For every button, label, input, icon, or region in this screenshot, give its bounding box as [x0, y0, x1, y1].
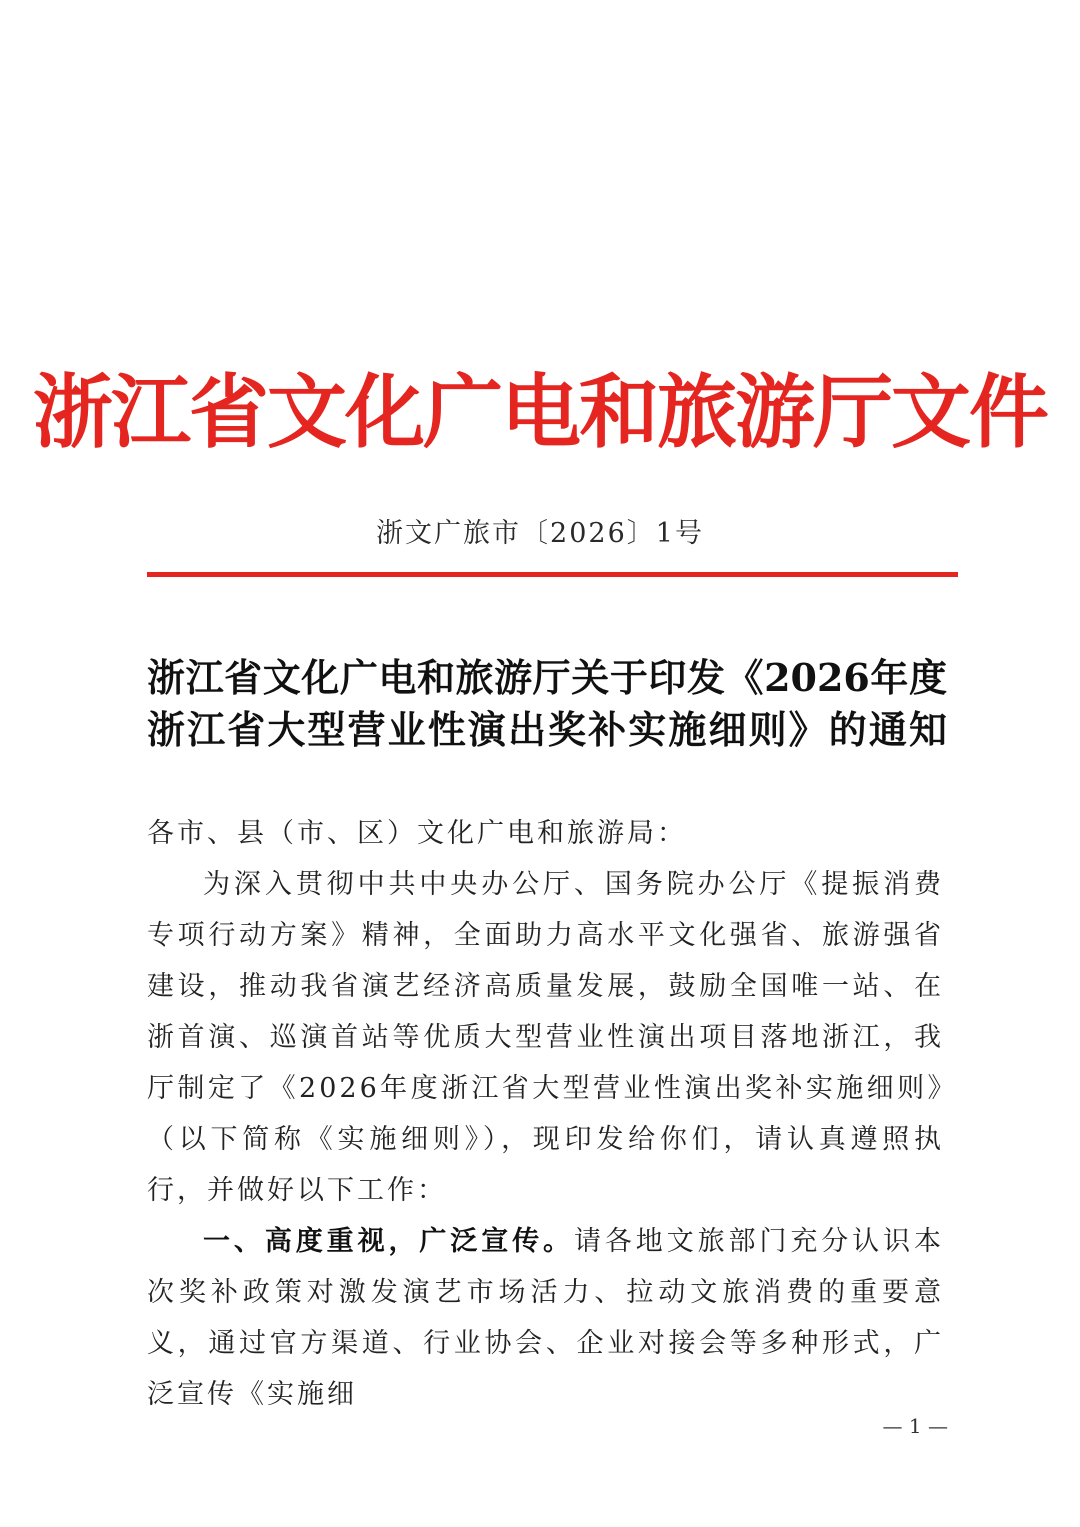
point-1-heading: 一、高度重视，广泛宣传。	[203, 1226, 574, 1257]
document-masthead: 浙江省文化广电和旅游厅文件	[33, 365, 1047, 459]
salutation: 各市、县（市、区）文化广电和旅游局：	[147, 818, 687, 849]
document-body	[147, 808, 944, 1420]
document-title-line-2: 浙江省大型营业性演出奖补实施细则》的通知	[147, 707, 947, 752]
document-title	[147, 652, 947, 756]
point-1-text: 请各地文旅部门充分认识本次奖补政策对激发演艺市场活力、拉动文旅消费的重要意义，通过官方渠道、行业协会、企业对接会等多种形式，广泛宣传《实施细	[147, 1226, 945, 1410]
red-divider-rule	[147, 572, 958, 577]
document-number: 浙文广旅市〔2026〕1号	[376, 518, 704, 549]
page-number: — 1 —	[882, 1414, 948, 1438]
document-title-line-1: 浙江省文化广电和旅游厅关于印发《2026年度	[147, 655, 947, 700]
body-paragraph-1: 为深入贯彻中共中央办公厅、国务院办公厅《提振消费专项行动方案》精神，全面助力高水平文化强省、旅游强省建设，推动我省演艺经济高质量发展，鼓励全国唯一站、在浙首演、巡演首站等优质大型营业性演出项目落地浙江，我厅制定了《2026年度浙江省大型营业性演出奖补实施细则》（以下简称《实施细则》），现印发给你们，请认真遵照执行，并做好以下工作：	[147, 869, 944, 1206]
body-paragraph-2	[147, 1216, 944, 1420]
